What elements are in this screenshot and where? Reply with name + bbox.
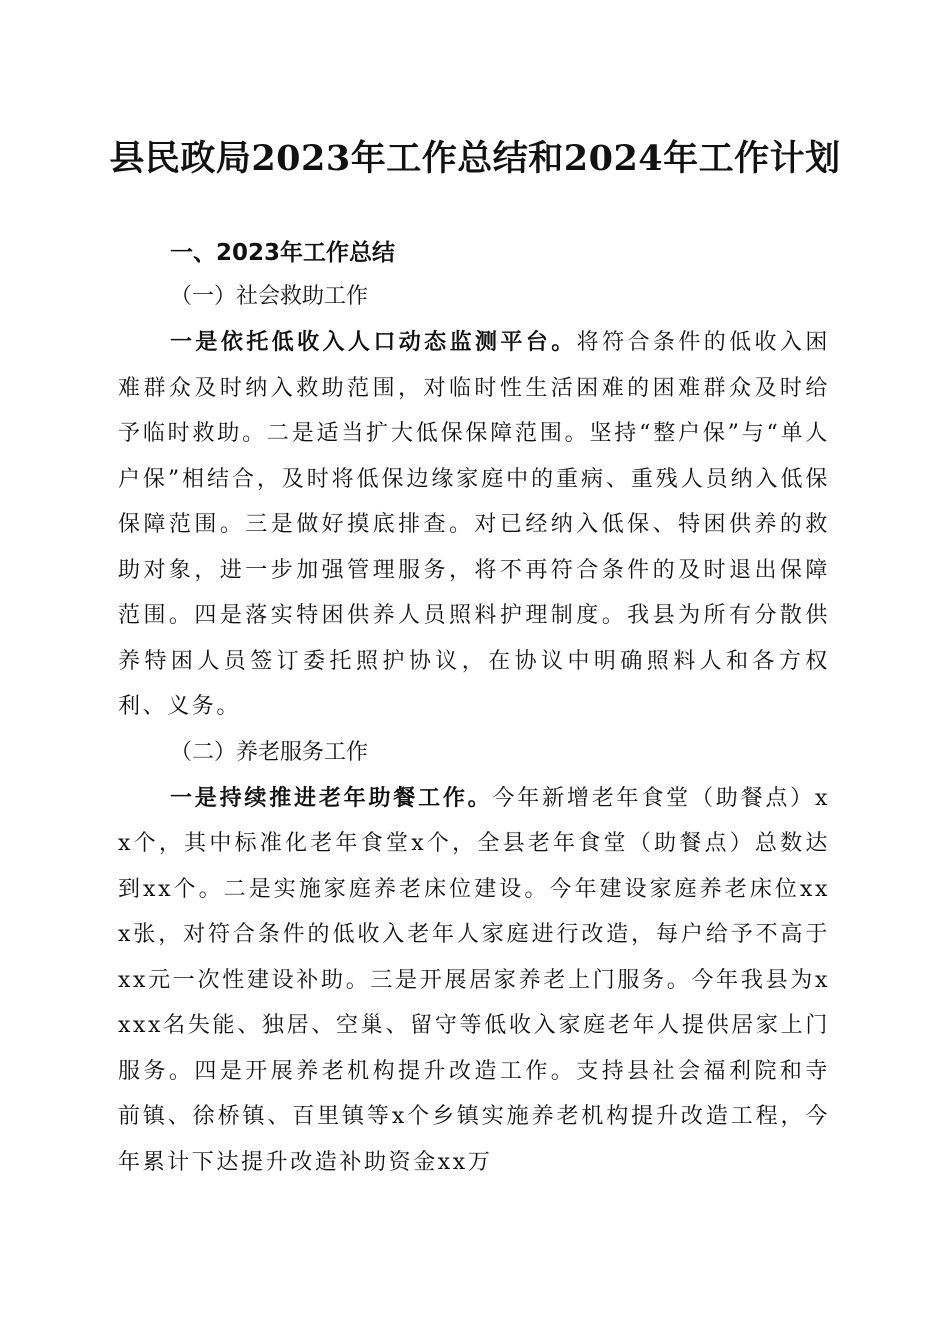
- paragraph-social-assistance: [118, 320, 830, 730]
- document-body: [118, 232, 830, 1185]
- section-heading-summary: 一、2023年工作总结: [170, 240, 396, 266]
- subsection-heading-social-assistance: （一）社会救助工作: [170, 284, 369, 309]
- paragraph-lead: 一是依托低收入人口动态监测平台。: [170, 329, 577, 355]
- subsection-heading-elderly-care: （二）养老服务工作: [170, 739, 369, 765]
- paragraph-elderly-care: [118, 776, 830, 1186]
- paragraph-text: 今年新增老年食堂（助餐点）xx个，其中标准化老年食堂x个，全县老年食堂（助餐点）总数达到xx个。二是实施家庭养老床位建设。今年建设家庭养老床位xxx张，对符合条件的低收入老年人家庭进行改造，每户给予不高于xx元一次性建设补助。三是开展居家养老上门服务。今年我县为xxxx名失能、独居、空巢、留守等低收入家庭老年人提供居家上门服务。四是开展养老机构提升改造工作。支持县社会福利院和寺前镇、徐桥镇、百里镇等x个乡镇实施养老机构提升改造工程，今年累计下达提升改造补助资金xx万: [118, 785, 830, 1175]
- paragraph-lead: 一是持续推进老年助餐工作。: [170, 784, 493, 811]
- paragraph-text: 将符合条件的低收入困难群众及时纳入救助范围，对临时性生活困难的困难群众及时给予临时救助。二是适当扩大低保保障范围。坚持“整户保”与“单人户保”相结合，及时将低保边缘家庭中的重病、重残人员纳入低保保障范围。三是做好摸底排查。对已经纳入低保、特困供养的救助对象，进一步加强管理服务，将不再符合条件的及时退出保障范围。四是落实特困供养人员照料护理制度。我县为所有分散供养特困人员签订委托照护协议，在协议中明确照料人和各方权利、义务。: [118, 330, 830, 719]
- document-title: 县民政局2023年工作总结和2024年工作计划: [109, 138, 841, 179]
